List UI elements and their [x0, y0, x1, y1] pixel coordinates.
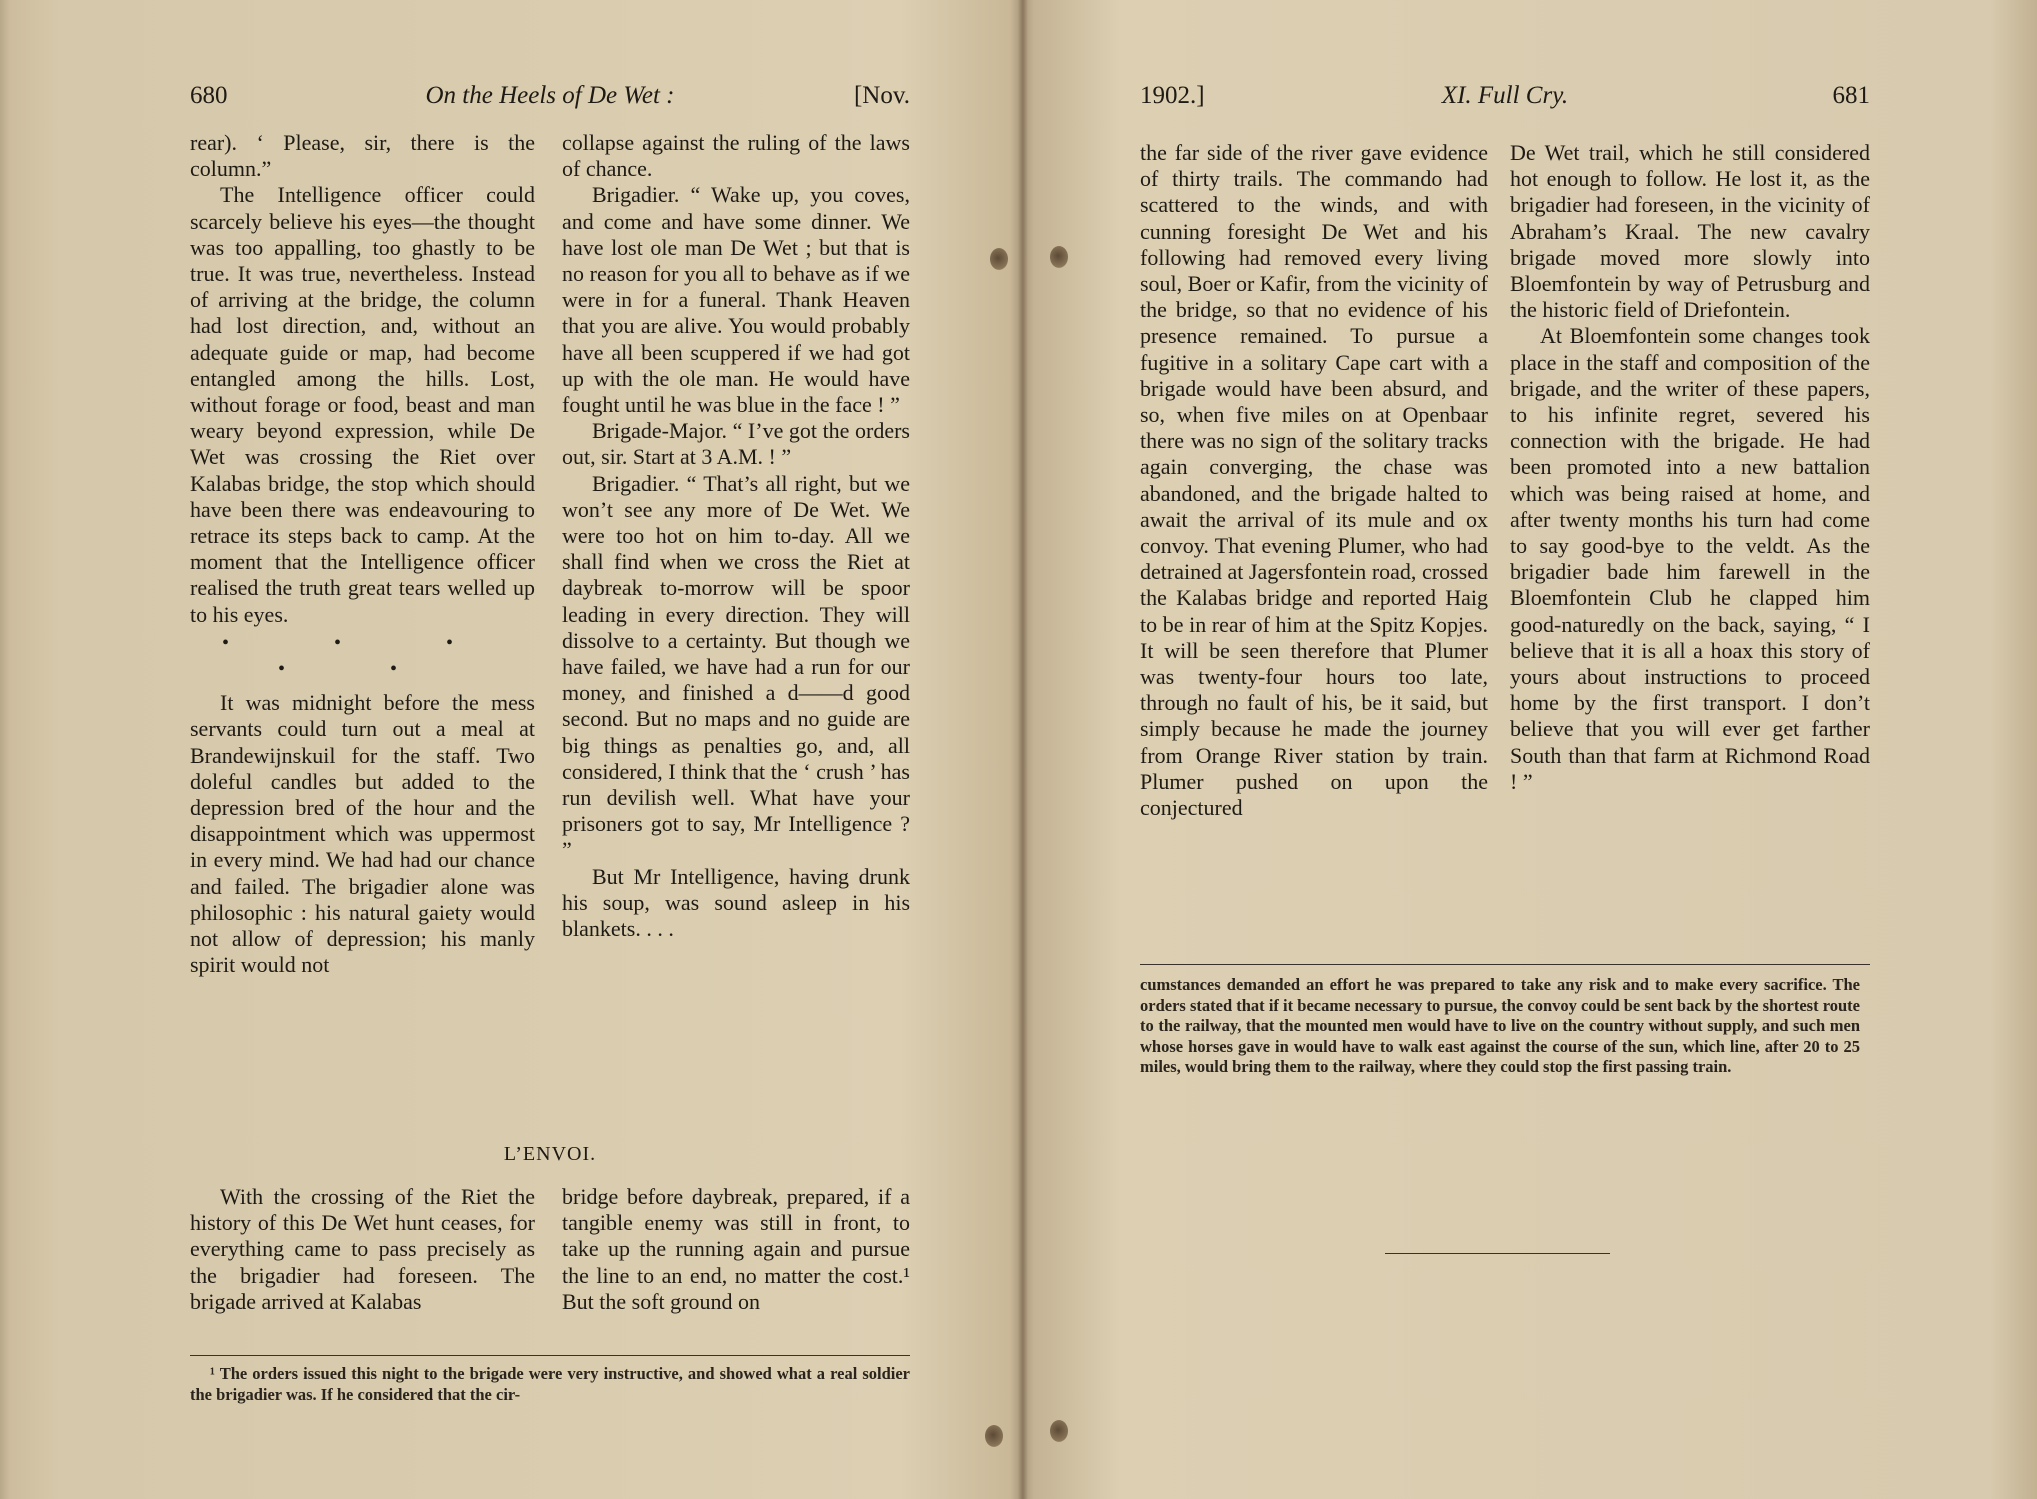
text-column-1 [190, 130, 535, 979]
footnote-rule [1140, 964, 1870, 965]
paragraph: collapse against the ruling of the laws of chance. [562, 130, 910, 182]
paragraph: It was midnight before the mess servants could turn out a meal at Brandewijnskuil for the staff. Two doleful candles but added to the depression bred of the hour and the disappointment which was uppermost in every mind. We had had our chance and failed. The brigadier alone was philosophic : his natural gaiety would not allow of depression; his manly spirit would not [190, 690, 535, 978]
right-page [1140, 0, 1870, 1499]
text-column-2 [562, 130, 910, 942]
paragraph: At Bloemfontein some changes took place in the staff and composition of the brigade, and the writer of these papers, to his infinite regret, severed his connection with the brigade. He had been promoted into a new battalion which was being raised at home, and after twenty months his turn had come to say good-bye to the veldt. As the brigadier bade him farewell in the Bloemfontein Club he clapped him good-naturedly on the back, saying, “ I believe that it is all a hoax this story of yours about instructions to proceed home by the first transport. I don’t believe that you will ever get farther South than that farm at Richmond Road ! ” [1510, 323, 1870, 794]
binding-hole-icon [1050, 1420, 1068, 1442]
page-number: 680 [190, 82, 228, 109]
text-column-1 [1140, 140, 1488, 821]
paragraph: the far side of the river gave evidence of thirty trails. The commando had scattered to the winds, and with cunning foresight De Wet and his following had removed every living soul, Boer or Kafir, from the vicinity of the bridge, so that no evidence of his presence remained. To pursue a fugitive in a solitary Cape cart with a brigade would have been absurd, and so, when five miles on at Openbaar there was no sign of the solitary tracks again converging, the chase was abandoned, and the brigade halted to await the arrival of its mule and ox convoy. That evening Plumer, who had detrained at Jagersfontein road, crossed the Kalabas bridge and reported Haig to be in rear of him at the Spitz Kopjes. It will be seen therefore that Plumer was twenty-four hours too late, through no fault of his, be it said, but simply because he made the journey from Orange River station by train. Plumer pushed on upon the conjectured [1140, 140, 1488, 821]
paragraph: With the crossing of the Riet the history of this De Wet hunt ceases, for everything came to pass precisely as the brigadier had foreseen. The brigade arrived at Kalabas [190, 1184, 535, 1314]
footnote-rule [190, 1355, 910, 1356]
paragraph: But Mr Intelligence, having drunk his soup, was sound asleep in his blankets. . . . [562, 863, 910, 942]
envoi-column-1 [190, 1184, 535, 1315]
footnote: cumstances demanded an effort he was prepared to take any risk and to make every sacrifice. The orders stated that if it became necessary to pursue, the convoy could be sent back by the shortest route to the railway, that the mounted men would have to live on the country without supply, and such men whose horses gave in would have to walk east against the course of the sun, which line, after 20 to 25 miles, would bring them to the railway, where they could stop the first passing train. [1140, 975, 1860, 1076]
running-head [190, 82, 910, 116]
binding-hole-icon [985, 1425, 1003, 1447]
left-page [190, 0, 910, 1499]
end-rule [1385, 1253, 1610, 1254]
paragraph: Brigadier. “ That’s all right, but we won’t see any more of De Wet. We were too hot on him to-day. All we shall find when we cross the Riet at daybreak to-morrow will be spoor leading in every direction. They will dissolve to a certainty. But though we have failed, we have had a run for our money, and finished a d——d good second. But no maps and no guide are big things as penalties go, and, all considered, I think that the ‘ crush ’ has run devilish well. What have your prisoners got to say, Mr Intelligence ? ” [562, 470, 910, 863]
paragraph: rear). ‘ Please, sir, there is the column.” [190, 130, 535, 182]
paragraph: bridge before daybreak, prepared, if a tangible enemy was still in front, to take up the running again and pursue the line to an end, no matter the cost.¹ But the soft ground on [562, 1184, 910, 1314]
section-title: L’ENVOI. [503, 1143, 597, 1165]
binding-hole-icon [990, 248, 1008, 270]
text-column-2 [1510, 140, 1870, 795]
book-gutter [1018, 0, 1028, 1499]
paragraph: Brigadier. “ Wake up, you coves, and come and have some dinner. We have lost ole man De Wet ; but that is no reason for you all to behave as if we were in for a funeral. Thank Heaven that you are alive. You would probably have all been scuppered if we had got up with the ole man. He would have fought until he was blue in the face ! ” [562, 182, 910, 418]
page-number: 681 [1832, 82, 1870, 109]
running-head [1140, 82, 1870, 116]
running-title: On the Heels of De Wet : [425, 82, 675, 109]
paragraph: Brigade-Major. “ I’ve got the orders out, sir. Start at 3 A.M. ! ” [562, 418, 910, 470]
running-date: [Nov. [853, 82, 910, 109]
binding-hole-icon [1050, 246, 1068, 268]
footnote: ¹ The orders issued this night to the brigade were very instructive, and showed what a real soldier the brigadier was. If he considered that the cir- [190, 1364, 910, 1404]
section-break-dots: • • • • • [221, 631, 503, 681]
paragraph: De Wet trail, which he still considered hot enough to follow. He lost it, as the brigadier had foreseen, in the vicinity of Abraham’s Kraal. The new cavalry brigade moved more slowly into Bloemfontein by way of Petrusburg and the historic field of Driefontein. [1510, 140, 1870, 323]
paragraph: The Intelligence officer could scarcely believe his eyes—the thought was too appalling, too ghastly to be true. It was true, nevertheless. Instead of arriving at the bridge, the column had lost direction, and, without an adequate guide or map, had become entangled among the hills. Lost, without forage or food, beast and man weary beyond expression, while De Wet was crossing the Riet over Kalabas bridge, the stop which should have been there was endeavouring to retrace its steps back to camp. At the moment that the Intelligence officer realised the truth great tears welled up to his eyes. [190, 182, 535, 627]
envoi-column-2 [562, 1184, 910, 1315]
running-title: XI. Full Cry. [1441, 82, 1569, 109]
running-date: 1902.] [1140, 82, 1205, 109]
